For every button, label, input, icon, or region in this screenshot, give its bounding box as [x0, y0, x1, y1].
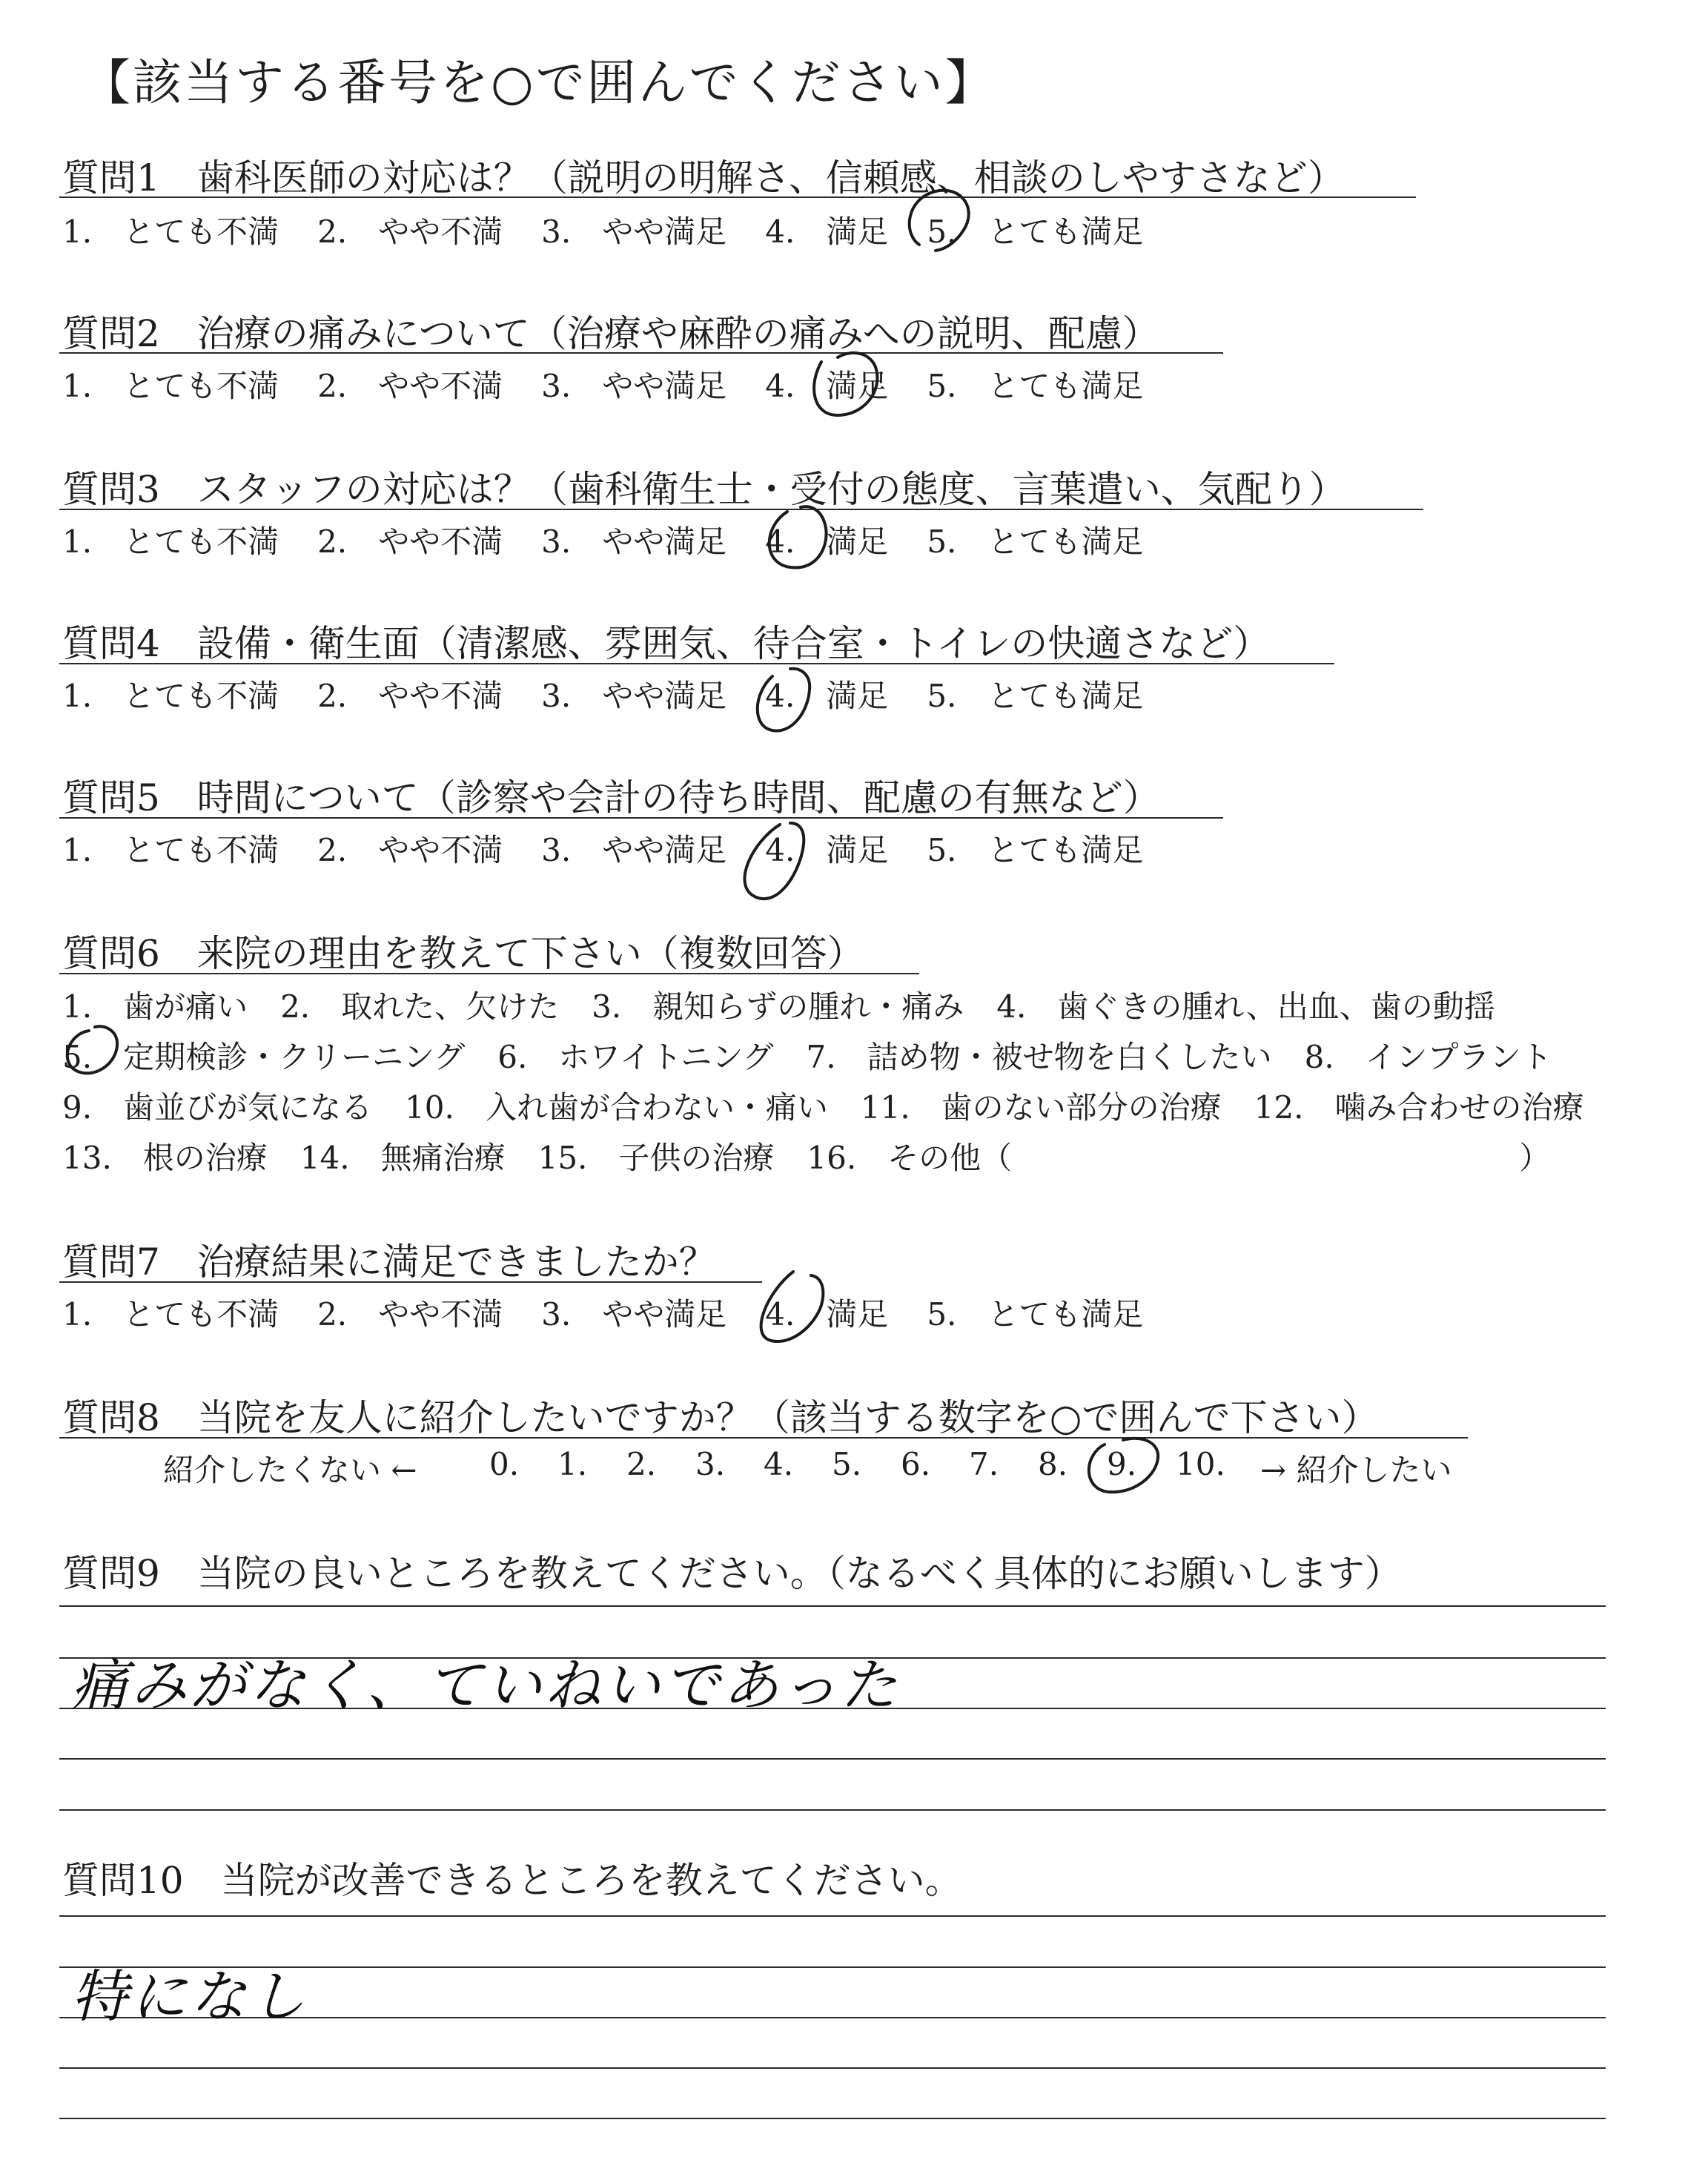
question-8-label: 質問8 当院を友人に紹介したいですか？（該当する数字を○で囲んで下さい） — [62, 1396, 1379, 1439]
question-2-label: 質問2 治療の痛みについて（治療や麻酔の痛みへの説明、配慮） — [62, 312, 1159, 355]
option-1[interactable]: 1. とても不満 — [62, 1296, 279, 1332]
question-4-options[interactable] — [62, 672, 1182, 716]
question-6-row-4[interactable] — [62, 1134, 1583, 1178]
divider — [59, 817, 1223, 819]
option-3[interactable]: 3. やや満足 — [541, 1296, 727, 1332]
option-3[interactable]: 3. やや満足 — [541, 368, 727, 404]
option-1[interactable]: 1. とても不満 — [62, 832, 279, 868]
question-7-label: 質問7 治療結果に満足できましたか？ — [62, 1241, 716, 1284]
scale-2[interactable]: 2. — [626, 1446, 657, 1482]
option-4[interactable]: 4. 満足 — [765, 368, 889, 404]
option-2[interactable]: 2. やや不満 — [317, 524, 503, 560]
question-10-answer[interactable]: 特になし — [71, 1964, 308, 2029]
scale-4[interactable]: 4. — [764, 1446, 794, 1482]
option-4[interactable]: 4. 満足 — [765, 1296, 889, 1332]
divider — [59, 663, 1334, 664]
scale-6[interactable]: 6. — [901, 1446, 931, 1482]
question-7-options[interactable] — [62, 1290, 1182, 1335]
answer-line — [59, 2118, 1606, 2119]
question-10-label: 質問10 当院が改善できるところを教えてください。 — [62, 1859, 962, 1902]
option-5[interactable]: 5. とても満足 — [927, 214, 1144, 250]
option-1[interactable]: 1. とても不満 — [62, 524, 279, 560]
answer-line — [59, 1809, 1606, 1811]
scale-left-label: 紹介したくない ← — [163, 1452, 417, 1488]
option-4[interactable]: 4. 満足 — [765, 524, 889, 560]
question-6-row-3[interactable] — [62, 1083, 1616, 1128]
scale-right-label: → 紹介したい — [1260, 1452, 1452, 1488]
option-5[interactable]: 5. とても満足 — [927, 678, 1144, 714]
question-6-label: 質問6 来院の理由を教えて下さい（複数回答） — [62, 932, 864, 975]
option-4[interactable]: 4. 満足 — [765, 678, 889, 714]
reason-option[interactable]: 13. 根の治療 — [62, 1140, 268, 1176]
scale-7[interactable]: 7. — [969, 1446, 999, 1482]
reason-option-close: ） — [1519, 1140, 1551, 1176]
option-5[interactable]: 5. とても満足 — [927, 524, 1144, 560]
scale-1[interactable]: 1. — [557, 1446, 588, 1482]
reason-option[interactable]: 2. 取れた、欠けた — [280, 988, 560, 1025]
option-4[interactable]: 4. 満足 — [765, 214, 889, 250]
option-4[interactable]: 4. 満足 — [765, 832, 889, 868]
question-6-row-1[interactable] — [62, 982, 1528, 1027]
option-5[interactable]: 5. とても満足 — [927, 1296, 1144, 1332]
reason-option[interactable]: 6. ホワイトニング — [497, 1039, 774, 1075]
option-2[interactable]: 2. やや不満 — [317, 368, 503, 404]
question-3-options[interactable] — [62, 518, 1182, 562]
question-1-label: 質問1 歯科医師の対応は？（説明の明解さ、信頼感、相談のしやすさなど） — [62, 156, 1345, 199]
option-2[interactable]: 2. やや不満 — [317, 678, 503, 714]
divider — [59, 1281, 762, 1283]
question-5-options[interactable] — [62, 826, 1182, 871]
scale-0[interactable]: 0. — [489, 1446, 520, 1482]
question-4-label: 質問4 設備・衛生面（清潔感、雰囲気、待合室・トイレの快適さなど） — [62, 622, 1271, 665]
reason-option[interactable]: 8. インプラント — [1304, 1039, 1552, 1075]
reason-option[interactable]: 1. 歯が痛い — [62, 988, 248, 1025]
divider — [59, 509, 1423, 510]
scale-10[interactable]: 10. — [1176, 1446, 1225, 1482]
question-3-label: 質問3 スタッフの対応は？（歯科衛生士・受付の態度、言葉遣い、気配り） — [62, 468, 1346, 511]
reason-option[interactable]: 5. 定期検診・クリーニング — [62, 1039, 466, 1075]
option-1[interactable]: 1. とても不満 — [62, 368, 279, 404]
option-3[interactable]: 3. やや満足 — [541, 832, 727, 868]
reason-option[interactable]: 16. その他（ — [807, 1140, 1013, 1176]
answer-line — [59, 1758, 1606, 1760]
option-3[interactable]: 3. やや満足 — [541, 214, 727, 250]
divider — [59, 196, 1416, 198]
reason-option[interactable]: 14. 無痛治療 — [299, 1140, 506, 1176]
answer-line — [59, 1915, 1606, 1917]
question-1-options[interactable] — [62, 208, 1182, 252]
option-3[interactable]: 3. やや満足 — [541, 678, 727, 714]
scale-5[interactable]: 5. — [832, 1446, 862, 1482]
reason-option[interactable]: 12. 噛み合わせの治療 — [1254, 1089, 1584, 1126]
question-6-row-2[interactable] — [62, 1033, 1585, 1077]
reason-option[interactable]: 10. 入れ歯が合わない・痛い — [405, 1089, 828, 1126]
divider — [59, 352, 1223, 354]
scale-9[interactable]: 9. — [1107, 1446, 1137, 1482]
question-2-options[interactable] — [62, 362, 1182, 406]
reason-option[interactable]: 7. 詰め物・被せ物を白くしたい — [806, 1039, 1272, 1075]
scale-8[interactable]: 8. — [1038, 1446, 1068, 1482]
option-1[interactable]: 1. とても不満 — [62, 678, 279, 714]
reason-option[interactable]: 15. 子供の治療 — [537, 1140, 775, 1176]
divider — [59, 1437, 1468, 1439]
answer-line — [59, 2067, 1606, 2069]
option-2[interactable]: 2. やや不満 — [317, 832, 503, 868]
page-title: 【該当する番号を○で囲んでください】 — [82, 54, 996, 111]
option-5[interactable]: 5. とても満足 — [927, 832, 1144, 868]
reason-option[interactable]: 3. 親知らずの腫れ・痛み — [592, 988, 964, 1025]
reason-option[interactable]: 9. 歯並びが気になる — [62, 1089, 373, 1126]
question-9-label: 質問9 当院の良いところを教えてください。（なるべく具体的にお願いします） — [62, 1552, 1402, 1595]
reason-option[interactable]: 4. 歯ぐきの腫れ、出血、歯の動揺 — [996, 988, 1495, 1025]
option-5[interactable]: 5. とても満足 — [927, 368, 1144, 404]
question-9-answer[interactable]: 痛みがなく、ていねいであった — [71, 1652, 900, 1718]
option-2[interactable]: 2. やや不満 — [317, 214, 503, 250]
scale-3[interactable]: 3. — [695, 1446, 726, 1482]
divider — [59, 973, 919, 974]
reason-option[interactable]: 11. 歯のない部分の治療 — [860, 1089, 1222, 1126]
answer-line — [59, 1605, 1606, 1607]
option-1[interactable]: 1. とても不満 — [62, 214, 279, 250]
option-2[interactable]: 2. やや不満 — [317, 1296, 503, 1332]
question-5-label: 質問5 時間について（診察や会計の待ち時間、配慮の有無など） — [62, 776, 1160, 819]
option-3[interactable]: 3. やや満足 — [541, 524, 727, 560]
